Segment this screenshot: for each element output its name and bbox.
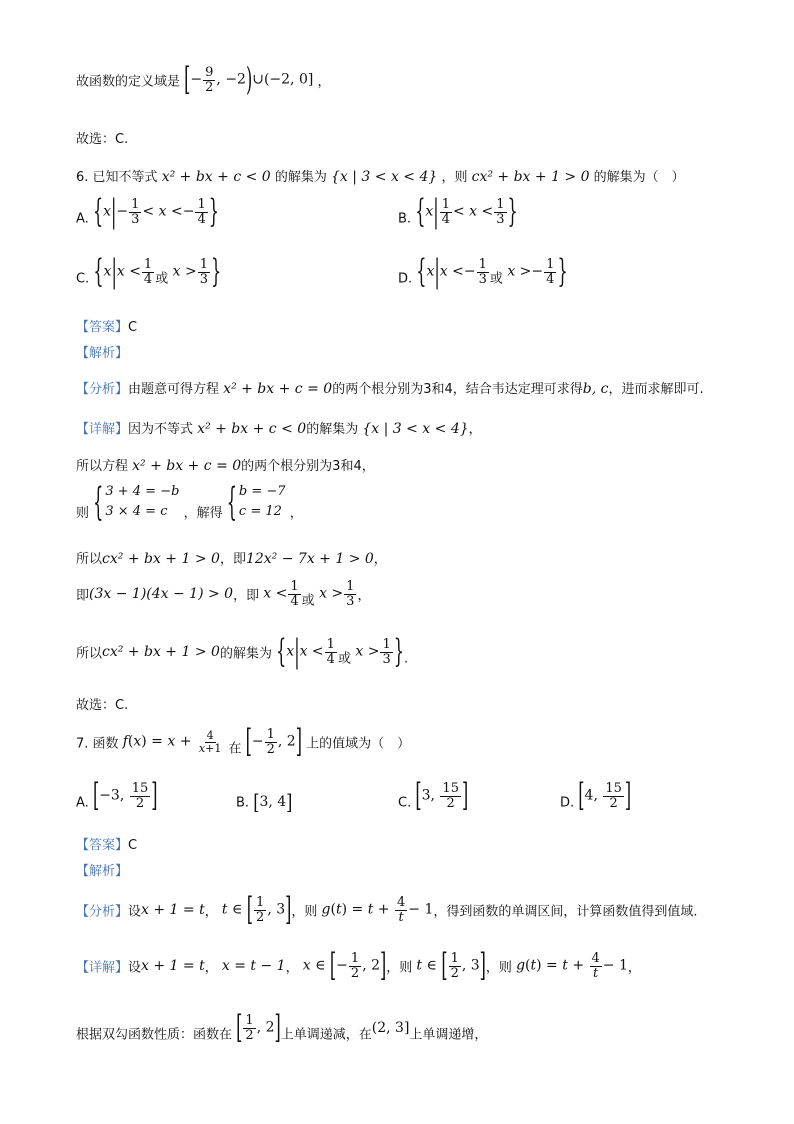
q6-xj4-ineq2: 12x² − 7x + 1 > 0 — [245, 551, 374, 567]
q6-stem-ineq: x² + bx + c < 0 — [161, 169, 271, 185]
q6-sys2-row2: c = 12 — [238, 503, 282, 519]
q7-option-c-label: C. — [398, 795, 412, 811]
q6-xj-line3 — [76, 478, 303, 525]
q7-xj1-text-b: ， — [204, 960, 218, 976]
q6-xj5-text-a: 即 — [76, 588, 90, 604]
q6-xj-line4 — [76, 548, 387, 567]
q6-xj4-text-b: ，即 — [219, 552, 246, 567]
q7-xj1-text-f: ， — [627, 960, 641, 976]
prev-comma: ， — [317, 74, 331, 90]
q6-option-b-expr: {x| $\frac{1}{4}$ < x < $\frac{1}{3}$ } — [415, 192, 518, 231]
q7-xj2-int2: (2, 3] — [371, 1020, 410, 1037]
q7-fenxi — [76, 890, 698, 929]
q6-fenxi-text-c: ，进而求解即可. — [608, 382, 704, 397]
q7-option-a-label: A. — [76, 795, 89, 811]
q7-xj2-text-c: 上单调递增， — [409, 1027, 488, 1043]
q6-xj1-text-c: ， — [468, 422, 482, 437]
q7-stem-text-c: 上的值域为（ ） — [306, 736, 411, 752]
q7-xj1-x: x = t − 1 — [221, 958, 286, 975]
q7-fenxi-text-c: ，则 — [291, 904, 318, 920]
q6-stem-ineq2: cx² + bx + 1 > 0 — [471, 169, 590, 185]
q7-xj1-xin: x ∈ [− $\frac{1}{2}$ , 2] — [302, 946, 387, 985]
q6-sys1-row2: 3 × 4 = c — [105, 503, 168, 519]
q6-system-1: { 3 + 4 = −b 3 × 4 = c — [93, 478, 180, 525]
q7-fenxi-tag: 【分析】 — [76, 904, 129, 920]
q6-stem-text-b: 的解集为 — [274, 170, 327, 185]
q6-sys1-row1: 3 + 4 = −b — [105, 484, 180, 499]
q6-answer — [76, 316, 137, 335]
q6-xj5-roots: x < $\frac{1}{4}$ 或 x > $\frac{1}{3}$ — [263, 579, 355, 609]
q7-xj1-tin: t ∈ [ $\frac{1}{2}$ , 3] — [416, 946, 486, 985]
q6-option-b-label: B. — [398, 211, 412, 227]
q7-stem-func: f(x) = x + $\frac{4}{x+1}$ — [122, 729, 222, 755]
q6-xj6-text-c: . — [403, 651, 409, 667]
q7-fenxi-sub: x + 1 = t — [141, 902, 205, 919]
q6-stem-set: {x | 3 < x < 4} — [331, 169, 438, 185]
q6-stem-text-c: ，则 — [441, 170, 468, 185]
q7-stem — [76, 722, 411, 761]
q6-xj6-ineq: cx² + bx + 1 > 0 — [102, 644, 220, 661]
q7-option-d-expr: [4, $\frac{15}{2}$ ] — [578, 776, 632, 815]
q7-option-d-label: D. — [560, 795, 575, 811]
q6-xj-line6 — [76, 632, 409, 671]
q7-xj2-text-a: 根据双勾函数性质：函数在 — [76, 1027, 233, 1043]
q7-analysis-tag: 【解析】 — [76, 864, 129, 879]
q7-fenxi-g: g(t) = t + $\frac{4}{t}$ − 1 — [321, 895, 434, 925]
q6-xj-line5 — [76, 580, 370, 608]
q6-system-2: { b = −7 c = 12 — [226, 478, 286, 525]
q6-option-d-label: D. — [398, 271, 413, 287]
q6-xj4-ineq: cx² + bx + 1 > 0 — [102, 551, 220, 567]
q6-option-c-expr: {x|x < $\frac{1}{4}$ 或 x > $\frac{1}{3}$ } — [93, 252, 222, 291]
q6-option-c[interactable] — [76, 252, 222, 291]
q6-xj2-text-a: 所以方程 — [76, 459, 129, 474]
q6-option-d-expr: {x|x <− $\frac{1}{3}$ 或 x >− $\frac{1}{4}$ } — [416, 252, 568, 291]
q6-stem-prefix: 6. 已知不等式 — [76, 170, 158, 185]
q6-xj3-text-b: ，解得 — [183, 506, 223, 521]
q7-option-c[interactable] — [398, 776, 469, 815]
q6-fenxi-text-b: 的两个根分别为3和4，结合韦达定理可求得 — [332, 382, 583, 397]
q6-xj-line1 — [76, 418, 482, 437]
q7-stem-text-b: 在 — [228, 741, 242, 757]
prev-domain-prefix: 故函数的定义域是 — [76, 74, 181, 90]
q6-xiangjie-tag: 【详解】 — [76, 422, 129, 437]
q7-xj2-int1: [ $\frac{1}{2}$ , 2] — [236, 1008, 281, 1047]
q6-xj5-text-b: ，即 — [233, 588, 260, 604]
q6-xj2-text-b: 的两个根分别为3和4， — [241, 459, 375, 474]
q7-stem-prefix: 7. 函数 — [76, 736, 119, 752]
prev-domain-expr: [− $\frac{9}{2}$ , −2)∪(−2, 0] — [184, 60, 314, 99]
q6-xj3-text-a: 则 — [76, 506, 90, 521]
q7-option-b-label: B. — [236, 795, 250, 811]
q7-xj-line1 — [76, 946, 641, 985]
q6-fenxi-tag: 【分析】 — [76, 382, 129, 397]
q7-option-d[interactable] — [560, 776, 632, 815]
q7-option-b-expr: [3, 4] — [253, 789, 293, 815]
q6-analysis-tag: 【解析】 — [76, 346, 129, 361]
q6-xj3-text-c: ， — [289, 506, 303, 521]
q7-answer — [76, 834, 137, 853]
q6-option-a-label: A. — [76, 211, 89, 227]
q6-xj-line2 — [76, 455, 375, 474]
q6-xj5-text-d: ， — [357, 588, 371, 604]
q6-stem-text-d: 的解集为（ ） — [593, 170, 685, 185]
q7-option-a[interactable] — [76, 776, 158, 815]
q6-stem — [76, 166, 685, 185]
prev-choose: 故选：C. — [76, 132, 129, 147]
q7-xj1-sub: x + 1 = t — [141, 958, 205, 975]
q6-xj1-text-a: 因为不等式 — [128, 422, 194, 437]
q6-xj2-eq: x² + bx + c = 0 — [132, 458, 242, 474]
q6-xj1-ineq: x² + bx + c < 0 — [197, 421, 307, 437]
q6-option-b[interactable] — [398, 192, 518, 231]
q6-answer-tag: 【答案】 — [76, 320, 129, 335]
q6-xj6-text-a: 所以 — [76, 646, 103, 662]
q6-fenxi-bc: b, c — [582, 381, 609, 397]
q7-xj1-text-d: ，则 — [386, 960, 413, 976]
q7-stem-int: [− $\frac{1}{2}$ , 2] — [245, 722, 302, 761]
q7-xj-line2 — [76, 1008, 488, 1047]
q6-xj5-ineq: (3x − 1)(4x − 1) > 0 — [89, 586, 234, 603]
q6-answer-value: C — [128, 320, 138, 335]
q7-xj1-text-c: ， — [285, 960, 299, 976]
q7-fenxi-text-b: ， — [204, 904, 218, 920]
q7-xj1-text-e: ，则 — [485, 960, 512, 976]
q7-answer-tag: 【答案】 — [76, 838, 129, 853]
q6-sys2-row1: b = −7 — [238, 484, 286, 499]
q7-option-c-expr: [3, $\frac{15}{2}$ ] — [415, 776, 469, 815]
q6-xj1-set: {x | 3 < x < 4} — [362, 421, 469, 437]
q7-xiangjie-tag: 【详解】 — [76, 960, 129, 976]
q6-option-d[interactable] — [398, 252, 568, 291]
q6-xj1-text-b: 的解集为 — [306, 422, 359, 437]
q6-option-c-label: C. — [76, 271, 90, 287]
q6-xj6-text-b: 的解集为 — [219, 646, 272, 662]
q6-xj4-text-c: ， — [373, 552, 387, 567]
q7-xj1-g: g(t) = t + $\frac{4}{t}$ − 1 — [516, 951, 628, 981]
q7-xj1-text-a: 设 — [128, 960, 142, 976]
q7-option-b[interactable] — [236, 789, 293, 815]
q6-xj6-set: {x|x < $\frac{1}{4}$ 或 x > $\frac{1}{3}$ } — [276, 632, 404, 671]
q6-option-a-expr: {x|− $\frac{1}{3}$ < x <− $\frac{1}{4}$ } — [92, 192, 219, 231]
prev-domain-line — [76, 60, 331, 99]
q6-choose: 故选：C. — [76, 698, 129, 713]
q7-fenxi-text-a: 设 — [128, 904, 142, 920]
q7-xj2-text-b: 上单调递减，在 — [280, 1027, 372, 1043]
q6-fenxi-text-a: 由题意可得方程 — [128, 382, 220, 397]
q6-fenxi — [76, 378, 704, 397]
q6-xj4-text-a: 所以 — [76, 552, 103, 567]
q6-xj5-or: 或 — [301, 593, 315, 609]
q7-fenxi-text-d: ，得到函数的单调区间，计算函数值得到值域. — [433, 904, 698, 920]
q7-answer-value: C — [128, 838, 138, 853]
q6-fenxi-eq: x² + bx + c = 0 — [223, 381, 333, 397]
q7-fenxi-t: t ∈ [ $\frac{1}{2}$ , 3] — [221, 890, 292, 929]
q6-option-a[interactable] — [76, 192, 219, 231]
q7-option-a-expr: [−3, $\frac{15}{2}$ ] — [92, 776, 158, 815]
